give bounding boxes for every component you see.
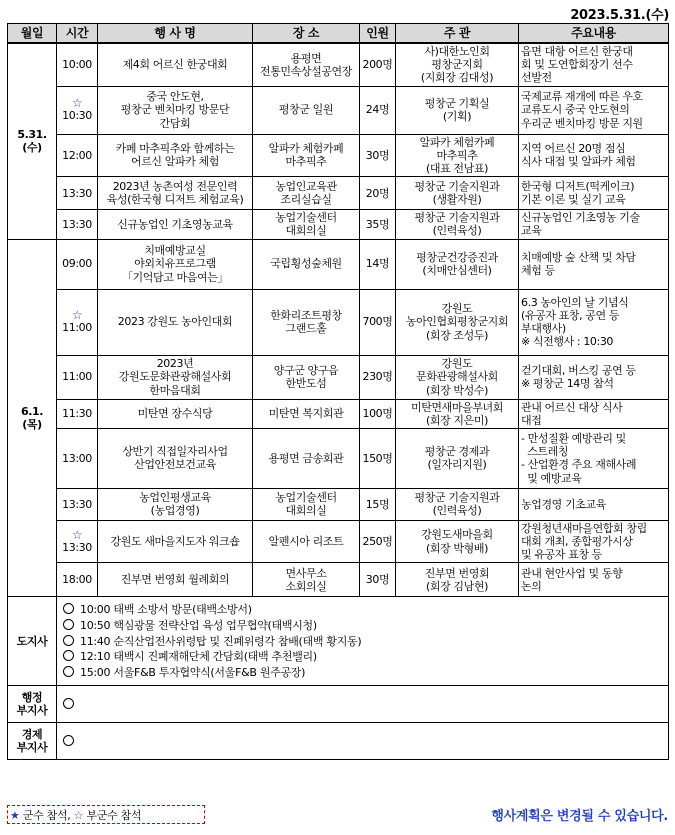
filled-star-icon: ★ [10, 809, 20, 822]
event-name-line: 치매예방교실 [144, 244, 206, 258]
day-label [8, 239, 57, 597]
event-place [253, 355, 360, 399]
time-cell [57, 239, 98, 289]
event-place-line: 양구군 양구읍 [273, 363, 339, 377]
event-time: 13:30 [62, 217, 92, 231]
col-header: 인원 [360, 24, 396, 44]
event-content [519, 399, 669, 428]
time-cell [57, 177, 98, 210]
event-host-line: 평창군 기술지원과 [414, 491, 500, 505]
day-date: 5.31. [17, 128, 47, 142]
event-place [253, 289, 360, 355]
event-content-line: 선발전 [521, 71, 552, 85]
governor-label: 도지사 [8, 597, 57, 686]
time-cell [57, 488, 98, 520]
event-host-line: 평창군 기술지원과 [414, 211, 500, 225]
event-name-line: 육성(한국형 디저트 체험교육) [106, 193, 244, 207]
event-count: 230명 [360, 355, 396, 399]
legend-filled-text: 군수 참석, [22, 809, 71, 822]
event-place [253, 239, 360, 289]
event-content [519, 355, 669, 399]
event-name-line: (농업경영) [150, 504, 200, 518]
event-count: 100명 [360, 399, 396, 428]
event-content-line: 우리군 벤치마킹 방문 지원 [521, 116, 643, 130]
event-count: 250명 [360, 520, 396, 563]
event-time: 13:00 [62, 451, 92, 465]
circle-bullet-icon [63, 698, 74, 709]
table-row [8, 520, 669, 563]
governor-schedule [57, 597, 669, 686]
event-host-line: 평창군건강증진과 [416, 250, 498, 264]
circle-bullet-icon [63, 666, 74, 677]
event-host [396, 239, 519, 289]
event-host [396, 177, 519, 210]
circle-bullet-icon [63, 603, 74, 614]
table-row [8, 289, 669, 355]
circle-bullet-icon [63, 735, 74, 746]
event-place-line: 그랜드홀 [285, 322, 327, 335]
event-place-line: 농업인교육관 [275, 179, 337, 193]
vice-admin-label-line: 행정 [21, 691, 43, 705]
event-name-line: 강원도문화관광해설사회 [118, 370, 232, 384]
event-name [98, 428, 253, 488]
event-host-line: (치매안심센터) [422, 264, 492, 277]
hollow-star-icon: ☆ [73, 809, 84, 822]
table-row [8, 563, 669, 597]
event-content-line: 교육 [521, 224, 542, 238]
event-host [396, 520, 519, 563]
event-host-line: 마추픽추 [436, 148, 478, 162]
event-content-line: - 산업환경 주요 재해사례 [521, 458, 637, 472]
event-content-line: 부대행사) [521, 322, 566, 335]
event-host [396, 355, 519, 399]
event-content-line: 관내 현안사업 및 동향 [521, 566, 623, 580]
event-content-line: 치매예방 숲 산책 및 차담 [521, 250, 636, 264]
event-count: 150명 [360, 428, 396, 488]
header-row [8, 24, 669, 44]
col-header: 주요내용 [519, 24, 669, 44]
event-name-line: 신규농업인 기초영농교육 [117, 217, 233, 231]
time-cell [57, 355, 98, 399]
event-place [253, 210, 360, 239]
day-weekday: (수) [22, 141, 42, 155]
event-content-line: 걷기대회, 버스킹 공연 등 [521, 363, 636, 377]
governor-item-text: 12:10 태백시 진폐재해단체 간담회(태백 추천밸리) [80, 650, 317, 664]
event-name-line: 제4회 어르신 한궁대회 [122, 58, 228, 72]
vice-econ-row [8, 723, 669, 760]
event-name-line: 2023년 [156, 357, 194, 371]
event-name-line: 「기억담고 마음여는」 [121, 270, 229, 284]
event-name-line: 간담회 [159, 116, 191, 130]
event-host-line: 평창군 경제과 [424, 445, 490, 459]
event-time: 11:30 [62, 407, 92, 421]
event-count: 35명 [360, 210, 396, 239]
event-time: 12:00 [62, 148, 92, 162]
event-name [98, 43, 253, 86]
governor-item-text: 10:50 핵심광물 전략산업 육성 업무협약(태백시청) [80, 619, 317, 633]
event-content-line: 국제교류 재개에 따른 우호 [521, 90, 643, 104]
event-content-line: 지역 어르신 20명 점심 [521, 142, 626, 156]
list-item [59, 602, 666, 618]
hollow-star-icon: ☆ [71, 528, 83, 543]
event-place-line: 조리실습실 [280, 193, 332, 207]
event-content-line: - 만성질환 예방관리 및 [521, 432, 626, 445]
event-place-line: 평창군 일원 [278, 103, 334, 117]
event-place-line: 미탄면 복지회관 [268, 407, 344, 421]
time-cell [57, 210, 98, 239]
event-host-line: 농아인협회평창군지회 [405, 315, 509, 329]
event-content-line: 6.3 농아인의 날 기념식 [521, 295, 629, 309]
event-place [253, 563, 360, 597]
event-content [519, 210, 669, 239]
event-place-line: 알펜시아 리조트 [268, 535, 344, 549]
event-count: 30명 [360, 134, 396, 177]
col-header: 시간 [57, 24, 98, 44]
event-content [519, 134, 669, 177]
hollow-star-icon: ☆ [71, 308, 83, 323]
circle-bullet-icon [63, 619, 74, 630]
event-content-line: ※ 식전행사 : 10:30 [521, 335, 614, 349]
event-count: 24명 [360, 86, 396, 134]
list-item [59, 649, 666, 665]
event-place [253, 488, 360, 520]
event-place [253, 399, 360, 428]
table-row [8, 43, 669, 86]
event-content-line: ※ 평창군 14명 참석 [521, 377, 614, 390]
event-time: 18:00 [62, 573, 92, 587]
event-content-line: 강원청년새마을연합회 창립 [521, 521, 647, 535]
event-host [396, 43, 519, 86]
event-content-line: 회 및 도연합회장기 선수 [521, 58, 633, 72]
event-place [253, 86, 360, 134]
event-host-line: (일자리지원) [427, 458, 487, 472]
event-host-line: (회장 지은미) [425, 413, 488, 427]
event-place [253, 520, 360, 563]
event-content [519, 289, 669, 355]
time-cell [57, 134, 98, 177]
time-cell [57, 289, 98, 355]
schedule-table [7, 23, 669, 760]
list-item [59, 665, 666, 681]
time-cell [57, 563, 98, 597]
legend [7, 805, 205, 824]
event-host [396, 134, 519, 177]
table-row [8, 239, 669, 289]
event-place-line: 농업기술센터 [275, 491, 337, 505]
event-name-line: 산업안전보건교육 [134, 458, 216, 472]
event-host-line: (대표 전남표) [425, 161, 488, 175]
event-content-line: 체험 등 [521, 264, 555, 277]
event-name-line: 어르신 알파카 체험 [130, 155, 219, 169]
event-time: 13:30 [62, 541, 92, 555]
table-row [8, 355, 669, 399]
event-content-line: 관내 어르신 대상 식사 [521, 400, 623, 414]
event-name-line: 미탄면 장수식당 [137, 407, 213, 421]
event-host [396, 563, 519, 597]
event-time: 10:30 [62, 109, 92, 123]
event-host-line: (회장 박형배) [425, 541, 488, 555]
event-place-line: 소회의실 [285, 579, 327, 593]
day-weekday: (목) [22, 417, 42, 431]
list-item [59, 618, 666, 634]
event-host-line: (생활자원) [432, 193, 482, 207]
vice-admin-label [8, 686, 57, 723]
table-row [8, 399, 669, 428]
vice-econ-label-line: 부지사 [16, 741, 48, 755]
event-name-line: 평창군 벤치마킹 방문단 [120, 103, 230, 117]
event-time: 11:00 [62, 321, 92, 335]
event-place [253, 428, 360, 488]
time-cell [57, 86, 98, 134]
time-cell [57, 399, 98, 428]
event-name-line: 중국 안도현, [146, 90, 204, 104]
event-host [396, 488, 519, 520]
event-content-line: (유공자 표창, 공연 등 [521, 308, 620, 322]
event-content-line: 읍면 대항 어르신 한궁대 [521, 45, 633, 58]
event-name [98, 399, 253, 428]
circle-bullet-icon [63, 635, 74, 646]
event-host-line: (지회장 김대성) [420, 71, 494, 85]
governor-list [59, 602, 666, 680]
event-place-line: 전통민속상설공연장 [259, 64, 353, 78]
governor-item-text: 10:00 태백 소방서 방문(태백소방서) [80, 603, 252, 617]
change-notice: 행사계획은 변경될 수 있습니다. [491, 809, 668, 824]
event-content-line: 농업경영 기초교육 [521, 497, 606, 511]
table-row [8, 488, 669, 520]
vice-econ-label [8, 723, 57, 760]
event-place-line: 마추픽추 [285, 155, 327, 169]
event-content [519, 177, 669, 210]
event-content-line: 스트레칭 [521, 445, 569, 459]
event-count: 200명 [360, 43, 396, 86]
event-host-line: 강원도새마을회 [421, 528, 493, 542]
event-content-line: 한국형 디저트(떡케이크) [521, 179, 635, 193]
event-host [396, 86, 519, 134]
col-header: 주 관 [396, 24, 519, 44]
day-date: 6.1. [20, 404, 44, 418]
event-content-line: 식사 대접 및 알파카 체험 [521, 155, 636, 169]
event-name-line: 농업인평생교육 [139, 491, 211, 505]
event-content [519, 86, 669, 134]
event-name-line: 한마음대회 [149, 383, 201, 397]
event-content-line: 교류도시 중국 안도현의 [521, 103, 630, 117]
event-count: 20명 [360, 177, 396, 210]
event-place [253, 177, 360, 210]
col-header: 장 소 [253, 24, 360, 44]
event-name-line: 카페 마추픽추와 함께하는 [115, 142, 235, 156]
time-cell [57, 43, 98, 86]
event-name [98, 488, 253, 520]
legend-hollow-text: 부군수 참석 [86, 809, 142, 822]
event-time: 09:00 [62, 257, 92, 271]
event-time: 11:00 [62, 370, 92, 384]
vice-admin-label-line: 부지사 [16, 704, 48, 718]
event-content [519, 239, 669, 289]
governor-item-text: 15:00 서울F&B 투자협약식(서울F&B 원주공장) [80, 665, 306, 679]
table-row [8, 428, 669, 488]
event-host-line: (회장 조성두) [425, 328, 488, 342]
event-host-line: 평창군지회 [431, 58, 483, 72]
event-name-line: 강원도 새마을지도자 워크숍 [110, 535, 240, 549]
event-host-line: 알파카 체험카페 [419, 135, 495, 149]
event-place-line: 국립횡성숲체원 [270, 257, 342, 271]
event-name-line: 2023년 농촌여성 전문인력 [112, 179, 238, 193]
event-name-line: 상반기 직접일자리사업 [122, 445, 228, 459]
col-header: 행 사 명 [98, 24, 253, 44]
event-name [98, 289, 253, 355]
event-host [396, 399, 519, 428]
event-name [98, 355, 253, 399]
event-content-line: 및 유공자 표창 등 [521, 548, 602, 562]
event-host-line: (회장 김남현) [425, 579, 488, 593]
event-place-line: 알파카 체험카페 [268, 142, 344, 156]
event-host-line: 강원도 [441, 302, 473, 316]
event-host-line: (인력육성) [432, 504, 482, 518]
table-row [8, 177, 669, 210]
event-count: 14명 [360, 239, 396, 289]
event-host-line: 평창군 기술지원과 [414, 179, 500, 193]
event-content [519, 520, 669, 563]
event-host-line: (회장 박성수) [425, 383, 488, 397]
vice-econ-schedule [57, 723, 669, 760]
event-content [519, 563, 669, 597]
event-place [253, 43, 360, 86]
event-host-line: (인력육성) [432, 224, 482, 238]
vice-admin-row [8, 686, 669, 723]
event-name [98, 239, 253, 289]
event-place-line: 농업기술센터 [275, 211, 337, 225]
event-name [98, 210, 253, 239]
event-content-line: 논의 [521, 579, 542, 593]
event-place-line: 한화리조트평창 [270, 308, 342, 322]
event-place [253, 134, 360, 177]
event-name-line: 2023 강원도 농아인대회 [117, 315, 233, 329]
list-item [59, 634, 666, 650]
event-host-line: 평창군 기획실 [424, 96, 490, 110]
governor-item-text: 11:40 순직산업전사위령탑 및 진폐위령각 참배(태백 황지동) [80, 634, 362, 648]
circle-bullet-icon [63, 650, 74, 661]
time-cell [57, 428, 98, 488]
table-row [8, 210, 669, 239]
event-place-line: 면사무소 [285, 566, 327, 580]
event-name [98, 563, 253, 597]
event-host-line: 문화관광해설사회 [416, 370, 498, 384]
table-row [8, 86, 669, 134]
event-time: 10:00 [62, 58, 92, 72]
event-host [396, 289, 519, 355]
header-date: 2023.5.31.(수) [570, 8, 669, 23]
event-content-line: 및 예방교육 [521, 471, 582, 485]
event-place-line: 한반도섬 [285, 377, 327, 390]
event-host [396, 210, 519, 239]
table-row [8, 134, 669, 177]
event-host-line: 진부면 번영회 [424, 566, 490, 580]
event-place-line: 용평면 [290, 51, 322, 65]
event-count: 30명 [360, 563, 396, 597]
event-place-line: 대회의실 [285, 504, 327, 518]
event-name [98, 520, 253, 563]
event-host-line: 강원도 [441, 357, 473, 371]
event-content [519, 488, 669, 520]
vice-admin-schedule [57, 686, 669, 723]
event-content [519, 428, 669, 488]
governor-row [8, 597, 669, 686]
event-time: 13:30 [62, 497, 92, 511]
hollow-star-icon: ☆ [71, 96, 83, 111]
event-place-line: 용평면 금송회관 [268, 451, 344, 465]
event-time: 13:30 [62, 186, 92, 200]
vice-econ-label-line: 경제 [21, 728, 43, 742]
schedule-body [8, 43, 669, 597]
officials-body [8, 597, 669, 760]
event-content [519, 43, 669, 86]
event-name-line: 진부면 번영회 월례회의 [120, 573, 230, 587]
day-label [8, 43, 57, 239]
event-name-line: 야외치유프로그램 [134, 257, 216, 271]
event-host [396, 428, 519, 488]
col-header: 월일 [8, 24, 57, 44]
event-content-line: 대회 개최, 종합평가시상 [521, 535, 633, 549]
event-host-line: (기획) [442, 110, 472, 124]
event-place-line: 대회의실 [285, 224, 327, 238]
event-name [98, 86, 253, 134]
event-count: 15명 [360, 488, 396, 520]
event-name [98, 134, 253, 177]
event-content-line: 기본 이론 및 실기 교육 [521, 193, 626, 207]
event-content-line: 신규농업인 기초영농 기술 [521, 211, 640, 225]
time-cell [57, 520, 98, 563]
event-count: 700명 [360, 289, 396, 355]
event-name [98, 177, 253, 210]
event-content-line: 대접 [521, 413, 542, 427]
event-host-line: 미탄면새마을부녀회 [410, 400, 504, 414]
event-host-line: 사)대한노인회 [424, 45, 490, 58]
